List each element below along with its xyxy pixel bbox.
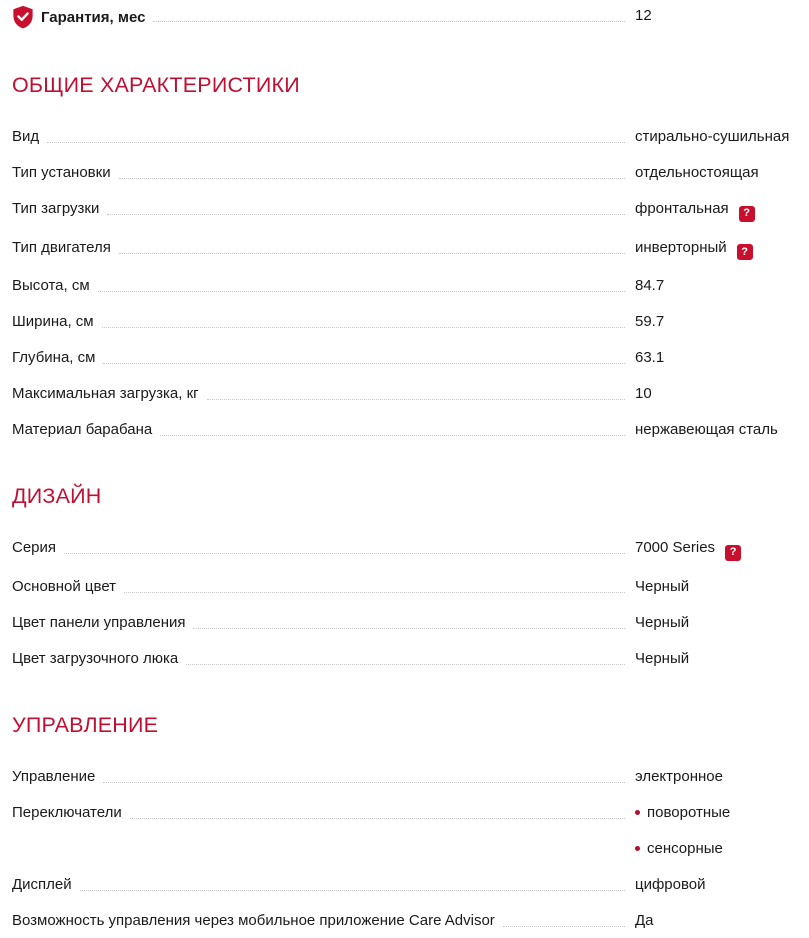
value-text: 59.7: [635, 313, 665, 330]
spec-label: Дисплей: [12, 875, 72, 893]
leader-dots: [102, 311, 625, 328]
spec-row: [12, 275, 801, 296]
value-text: электронное: [635, 767, 723, 785]
spec-value: [635, 162, 801, 183]
spec-value: [635, 126, 801, 147]
leader-dots: [503, 910, 625, 927]
spec-value: [635, 237, 801, 261]
spec-row: [12, 126, 801, 147]
section-title: ДИЗАЙН: [12, 484, 102, 508]
spec-value: [635, 347, 801, 368]
warranty-label-text: Гарантия, мес: [41, 8, 146, 26]
spec-row: [12, 198, 801, 222]
leader-dots: [119, 162, 625, 179]
spec-value: [635, 874, 801, 895]
spec-value: [635, 766, 801, 787]
spec-label: Цвет панели управления: [12, 613, 186, 631]
leader-dots: [186, 648, 625, 665]
spec-label: Возможность управления через мобильное приложение Care Advisor: [12, 911, 495, 929]
section-title: ОБЩИЕ ХАРАКТЕРИСТИКИ: [12, 73, 300, 97]
spec-row: [12, 419, 801, 440]
value-text: отдельностоящая: [635, 164, 759, 181]
help-question-badge[interactable]: ?: [725, 545, 741, 561]
warranty-label: [12, 5, 145, 29]
value-list-item: [635, 838, 801, 859]
value-text: цифровой: [635, 875, 706, 893]
spec-value: [635, 612, 801, 633]
value-text: 7000 Series: [635, 539, 716, 556]
help-question-badge[interactable]: ?: [737, 244, 753, 260]
spec-row: [12, 576, 801, 597]
value-text: 84.7: [635, 277, 665, 294]
spec-row: [12, 910, 801, 931]
value-text: 63.1: [635, 349, 665, 366]
value-text: сенсорные: [647, 839, 723, 857]
value-text: инверторный: [635, 238, 727, 256]
spec-row: [12, 612, 801, 633]
spec-row: [12, 347, 801, 368]
spec-label: Серия: [12, 539, 57, 556]
section-title: УПРАВЛЕНИЕ: [12, 712, 159, 737]
spec-label: Переключатели: [12, 803, 122, 821]
spec-label: Высота, см: [12, 277, 90, 294]
spec-value: [635, 383, 801, 404]
leader-dots: [153, 5, 625, 22]
leader-dots: [119, 237, 625, 254]
spec-value: [635, 802, 801, 859]
leader-dots: [124, 576, 625, 593]
spec-value: [635, 311, 801, 332]
value-text: Черный: [635, 649, 690, 667]
spec-row: [12, 162, 801, 183]
leader-dots: [130, 802, 625, 819]
leader-dots: [193, 612, 625, 629]
spec-value: [635, 910, 801, 931]
value-text: нержавеющая сталь: [635, 421, 778, 438]
spec-row: [12, 311, 801, 332]
spec-label: Цвет загрузочного люка: [12, 649, 179, 667]
spec-row: [12, 237, 801, 261]
value-list: [635, 802, 801, 859]
leader-dots: [103, 347, 625, 364]
spec-value: [635, 419, 801, 440]
bullet-icon: [635, 846, 640, 851]
leader-dots: [207, 383, 625, 400]
leader-dots: [98, 275, 625, 292]
spec-value: [635, 648, 801, 669]
spec-label: Управление: [12, 767, 96, 785]
value-text: Черный: [635, 577, 690, 595]
leader-dots: [160, 419, 625, 436]
value-text: фронтальная: [635, 200, 729, 217]
spec-label: Тип загрузки: [12, 200, 100, 217]
warranty-value: 12: [635, 7, 652, 24]
spec-label: Тип установки: [12, 164, 111, 181]
spec-label: Вид: [12, 128, 40, 145]
leader-dots: [107, 198, 625, 215]
spec-row-warranty: [12, 5, 801, 29]
spec-row: [12, 537, 801, 561]
spec-label: Глубина, см: [12, 349, 96, 366]
bullet-icon: [635, 810, 640, 815]
spec-row: [12, 383, 801, 404]
spec-label: Максимальная загрузка, кг: [12, 385, 199, 402]
leader-dots: [80, 874, 625, 891]
spec-row: [12, 766, 801, 787]
spec-row: [12, 802, 801, 859]
leader-dots: [103, 766, 625, 783]
spec-row: [12, 648, 801, 669]
shield-check-icon: [12, 5, 34, 29]
value-text: поворотные: [647, 803, 731, 821]
spec-sections: [12, 73, 801, 931]
value-text: Черный: [635, 613, 690, 631]
value-text: Да: [635, 911, 654, 929]
spec-value: [635, 198, 801, 222]
spec-label: Материал барабана: [12, 421, 153, 438]
spec-value: [635, 576, 801, 597]
leader-dots: [47, 126, 625, 143]
help-question-badge[interactable]: ?: [739, 206, 755, 222]
spec-row: [12, 874, 801, 895]
spec-label: Тип двигателя: [12, 238, 111, 256]
value-text: стирально-сушильная: [635, 128, 790, 145]
leader-dots: [64, 537, 625, 554]
spec-label: Основной цвет: [12, 577, 117, 595]
spec-label: Ширина, см: [12, 313, 94, 330]
spec-value: [635, 537, 801, 561]
spec-value: [635, 275, 801, 296]
value-list-item: [635, 802, 801, 823]
value-text: 10: [635, 385, 652, 402]
